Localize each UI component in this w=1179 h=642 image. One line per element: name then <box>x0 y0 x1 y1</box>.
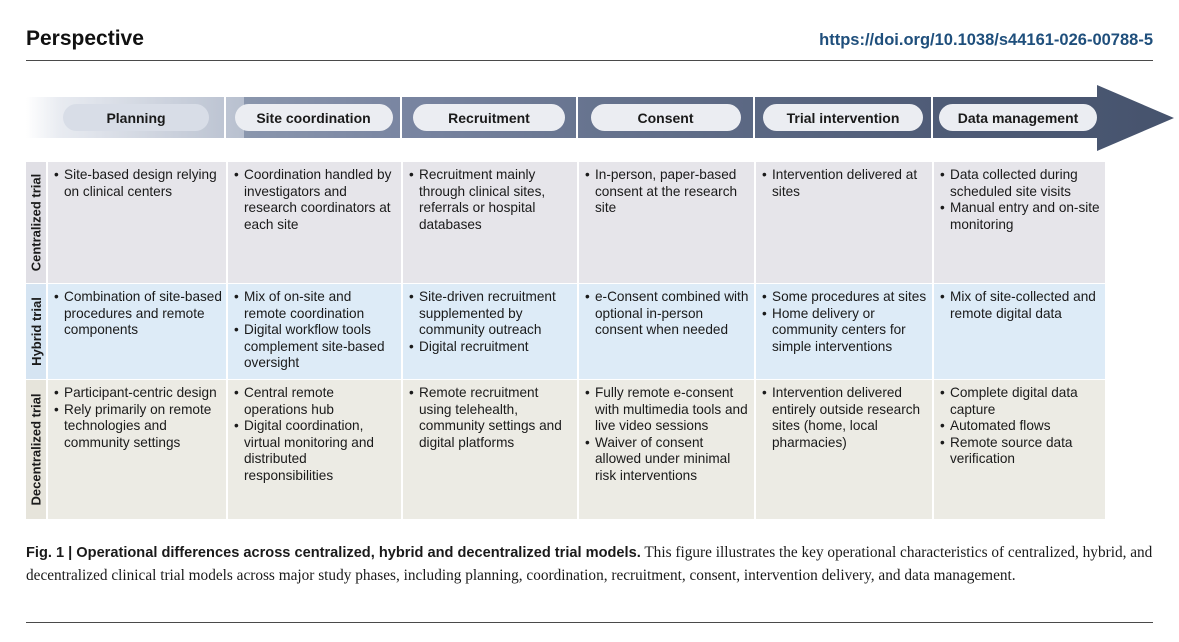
bullet-item: • Fully remote e-consent with multimedia tools and live video sessions <box>585 385 750 435</box>
bullet-item: • Coordination handled by investigators and research coordinators at each site <box>234 167 397 233</box>
bullet-item: • Home delivery or community centers for simple interventions <box>762 306 928 356</box>
bullet-item: • Combination of site-based procedures and remote components <box>54 289 222 339</box>
bullet-item: • Recruitment mainly through clinical sites, referrals or hospital databases <box>409 167 573 233</box>
bullet-list <box>762 385 928 451</box>
top-divider <box>26 60 1153 61</box>
phase-label: Site coordination <box>235 104 393 131</box>
bullet-item: • Some procedures at sites <box>762 289 928 306</box>
row-label-centralized: Centralized trial <box>26 162 46 283</box>
bullet-item: • Automated flows <box>940 418 1101 435</box>
figure-caption <box>26 542 1156 586</box>
phase-label: Planning <box>63 104 209 131</box>
row-label-decentralized: Decentralized trial <box>26 380 46 519</box>
bullet-item: • In-person, paper-based consent at the research site <box>585 167 750 217</box>
cell-centralized-recruitment <box>401 162 577 283</box>
bullet-item: • Intervention delivered at sites <box>762 167 928 200</box>
bullet-list <box>409 385 573 451</box>
cell-hybrid-site-coordination <box>226 284 401 379</box>
row-label-hybrid: Hybrid trial <box>26 284 46 379</box>
bullet-item: • Data collected during scheduled site visits <box>940 167 1101 200</box>
phase-label: Recruitment <box>413 104 565 131</box>
row-hybrid <box>26 284 1105 379</box>
bullet-list <box>54 385 222 451</box>
bullet-item: • Mix of on-site and remote coordination <box>234 289 397 322</box>
cell-decentralized-intervention <box>754 380 932 519</box>
bullet-item: • e-Consent combined with optional in-person consent when needed <box>585 289 750 339</box>
bullet-item: • Remote recruitment using telehealth, community settings and digital platforms <box>409 385 573 451</box>
bullet-item: • Waiver of consent allowed under minimal risk interventions <box>585 435 750 485</box>
bullet-item: • Remote source data verification <box>940 435 1101 468</box>
bullet-item: • Digital coordination, virtual monitoring and distributed responsibilities <box>234 418 397 484</box>
bullet-list <box>940 167 1101 233</box>
bullet-item: • Site-driven recruitment supplemented by community outreach <box>409 289 573 339</box>
bullet-item: • Intervention delivered entirely outside research sites (home, local pharmacies) <box>762 385 928 451</box>
caption-label: Fig. 1 | Operational differences across centralized, hybrid and decentralized trial models. <box>26 545 641 561</box>
cell-decentralized-consent <box>577 380 754 519</box>
cell-centralized-site-coordination <box>226 162 401 283</box>
phase-label: Trial intervention <box>763 104 923 131</box>
bullet-list <box>234 385 397 485</box>
bullet-list <box>234 167 397 233</box>
phase-consent <box>577 97 754 138</box>
cell-hybrid-data <box>932 284 1105 379</box>
bullet-list <box>585 167 750 217</box>
bullet-list <box>54 289 222 339</box>
cell-decentralized-data <box>932 380 1105 519</box>
cell-centralized-planning <box>46 162 226 283</box>
cell-hybrid-recruitment <box>401 284 577 379</box>
doi-link[interactable]: https://doi.org/10.1038/s44161-026-00788-5 <box>819 31 1153 49</box>
bullet-list <box>762 167 928 200</box>
bullet-item: • Central remote operations hub <box>234 385 397 418</box>
cell-centralized-intervention <box>754 162 932 283</box>
bullet-list <box>54 167 222 200</box>
bullet-item: • Digital recruitment <box>409 339 573 356</box>
bottom-divider <box>26 622 1153 623</box>
caption-text: This figure illustrates the key operational characteristics of centralized, hybrid, and decentralized clinical trial models across major study phases, including planning, coordination, recruitment, consent, intervention delivery, and data management. <box>26 544 1153 584</box>
bullet-list <box>234 289 397 372</box>
bullet-list <box>762 289 928 355</box>
bullet-list <box>585 385 750 485</box>
phase-site-coordination <box>226 97 401 138</box>
bullet-list <box>585 289 750 339</box>
cell-decentralized-recruitment <box>401 380 577 519</box>
phase-label: Data management <box>939 104 1097 131</box>
phase-recruitment <box>401 97 577 138</box>
cell-centralized-data <box>932 162 1105 283</box>
cell-decentralized-site-coordination <box>226 380 401 519</box>
phase-label: Consent <box>591 104 741 131</box>
bullet-item: • Mix of site-collected and remote digital data <box>940 289 1101 322</box>
bullet-item: • Rely primarily on remote technologies and community settings <box>54 402 222 452</box>
bullet-list <box>940 385 1101 468</box>
bullet-list <box>409 289 573 355</box>
bullet-list <box>940 289 1101 322</box>
cell-decentralized-planning <box>46 380 226 519</box>
phase-data-management <box>932 97 1104 138</box>
section-title: Perspective <box>26 27 144 50</box>
bullet-item: • Site-based design relying on clinical centers <box>54 167 222 200</box>
row-decentralized <box>26 380 1105 519</box>
bullet-item: • Digital workflow tools complement site-based oversight <box>234 322 397 372</box>
bullet-list <box>409 167 573 233</box>
cell-centralized-consent <box>577 162 754 283</box>
phase-trial-intervention <box>754 97 932 138</box>
cell-hybrid-intervention <box>754 284 932 379</box>
cell-hybrid-planning <box>46 284 226 379</box>
bullet-item: • Complete digital data capture <box>940 385 1101 418</box>
phase-planning <box>46 97 226 138</box>
bullet-item: • Manual entry and on-site monitoring <box>940 200 1101 233</box>
cell-hybrid-consent <box>577 284 754 379</box>
row-centralized <box>26 162 1105 283</box>
bullet-item: • Participant-centric design <box>54 385 222 402</box>
